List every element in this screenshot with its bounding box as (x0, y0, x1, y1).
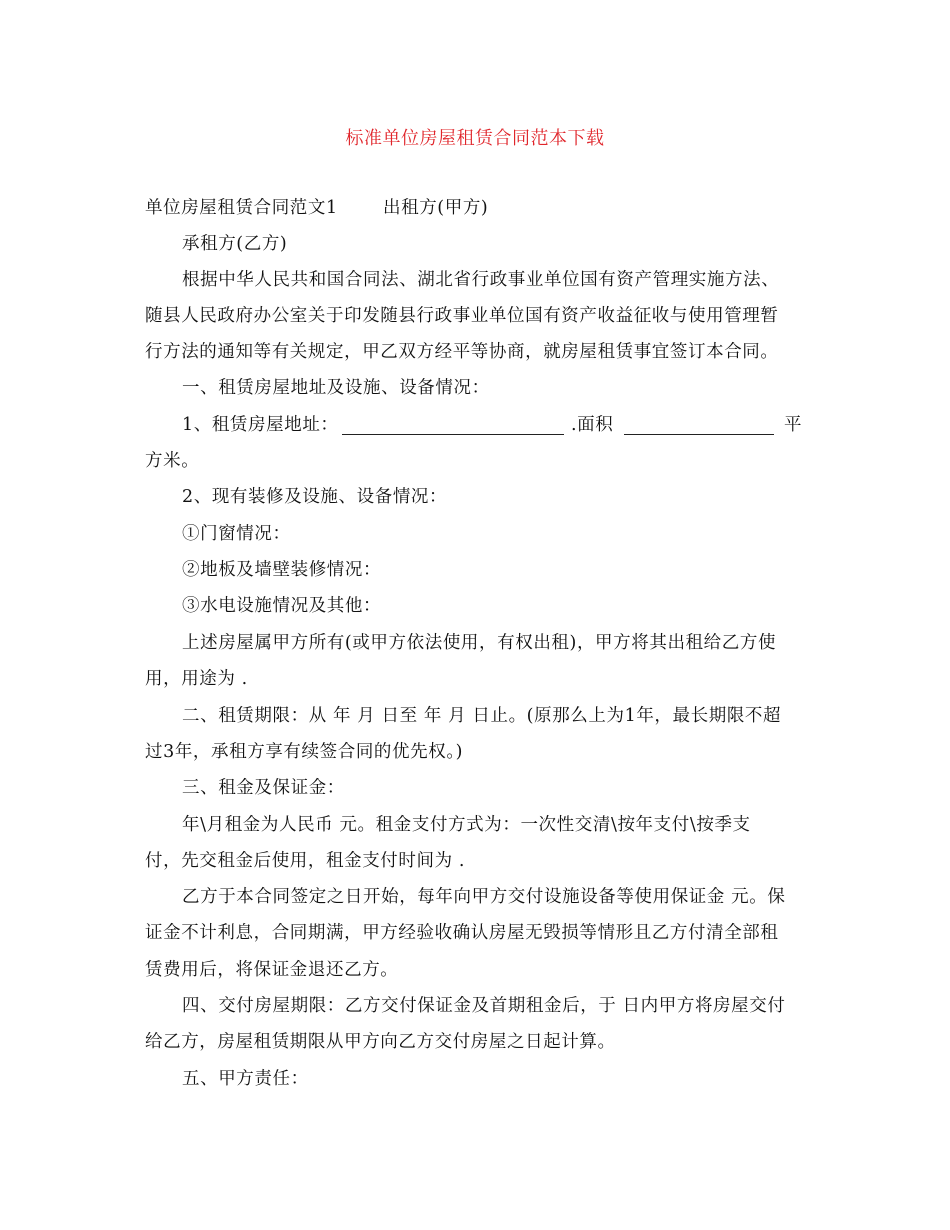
address-blank (342, 416, 564, 435)
line-address-label: 1、租赁房屋地址： (182, 415, 339, 435)
line-lessee: 承租方(乙方) (182, 234, 288, 254)
line-ownership-2: 用，用途为 . (145, 669, 248, 689)
line-area-unit-cont: 方米。 (145, 451, 200, 471)
line-rent-1: 年\月租金为人民币 元。租金支付方式为：一次性交清\按年支付\按季支 (182, 815, 751, 835)
line-section-5: 五、甲方责任： (182, 1069, 309, 1089)
line-term-1: 二、租赁期限：从 年 月 日至 年 月 日止。(原那么上为1年，最长期限不超 (182, 706, 782, 726)
line-heading-sample: 单位房屋租赁合同范文1 (145, 198, 338, 218)
line-area-label: .面积 (571, 415, 614, 435)
line-deposit-2: 证金不计利息，合同期满，甲方经验收确认房屋无毁损等情形且乙方付清全部租 (145, 923, 779, 943)
line-basis-3: 行方法的通知等有关规定，甲乙双方经平等协商，就房屋租赁事宜签订本合同。 (145, 342, 779, 362)
line-decoration: 2、现有装修及设施、设备情况： (182, 487, 448, 507)
line-floor-wall: ②地板及墙壁装修情况： (182, 560, 382, 580)
line-section-3: 三、租金及保证金： (182, 778, 345, 798)
line-utilities: ③水电设施情况及其他： (182, 596, 382, 616)
line-ownership-1: 上述房屋属甲方所有(或甲方依法使用，有权出租)，甲方将其出租给乙方使 (182, 633, 777, 653)
document-title: 标准单位房屋租赁合同范本下载 (345, 128, 605, 149)
line-term-2: 过3年，承租方享有续签合同的优先权。) (145, 742, 464, 762)
line-deposit-3: 赁费用后，将保证金退还乙方。 (145, 960, 399, 980)
line-lessor: 出租方(甲方) (383, 198, 489, 218)
area-blank (624, 416, 774, 435)
line-basis-2: 随县人民政府办公室关于印发随县行政事业单位国有资产收益征收与使用管理暂 (145, 306, 779, 326)
line-delivery-1: 四、交付房屋期限：乙方交付保证金及首期租金后，于 日内甲方将房屋交付 (182, 996, 786, 1016)
line-doors: ①门窗情况： (182, 524, 291, 544)
line-rent-2: 付，先交租金后使用，租金支付时间为 . (145, 851, 466, 871)
line-deposit-1: 乙方于本合同签定之日开始，每年向甲方交付设施设备等使用保证金 元。保 (182, 887, 786, 907)
line-area-unit: 平 (784, 415, 803, 435)
line-section-1: 一、租赁房屋地址及设施、设备情况： (182, 378, 490, 398)
line-basis-1: 根据中华人民共和国合同法、湖北省行政事业单位国有资产管理实施方法、 (182, 270, 780, 290)
line-delivery-2: 给乙方，房屋租赁期限从甲方向乙方交付房屋之日起计算。 (145, 1032, 616, 1052)
